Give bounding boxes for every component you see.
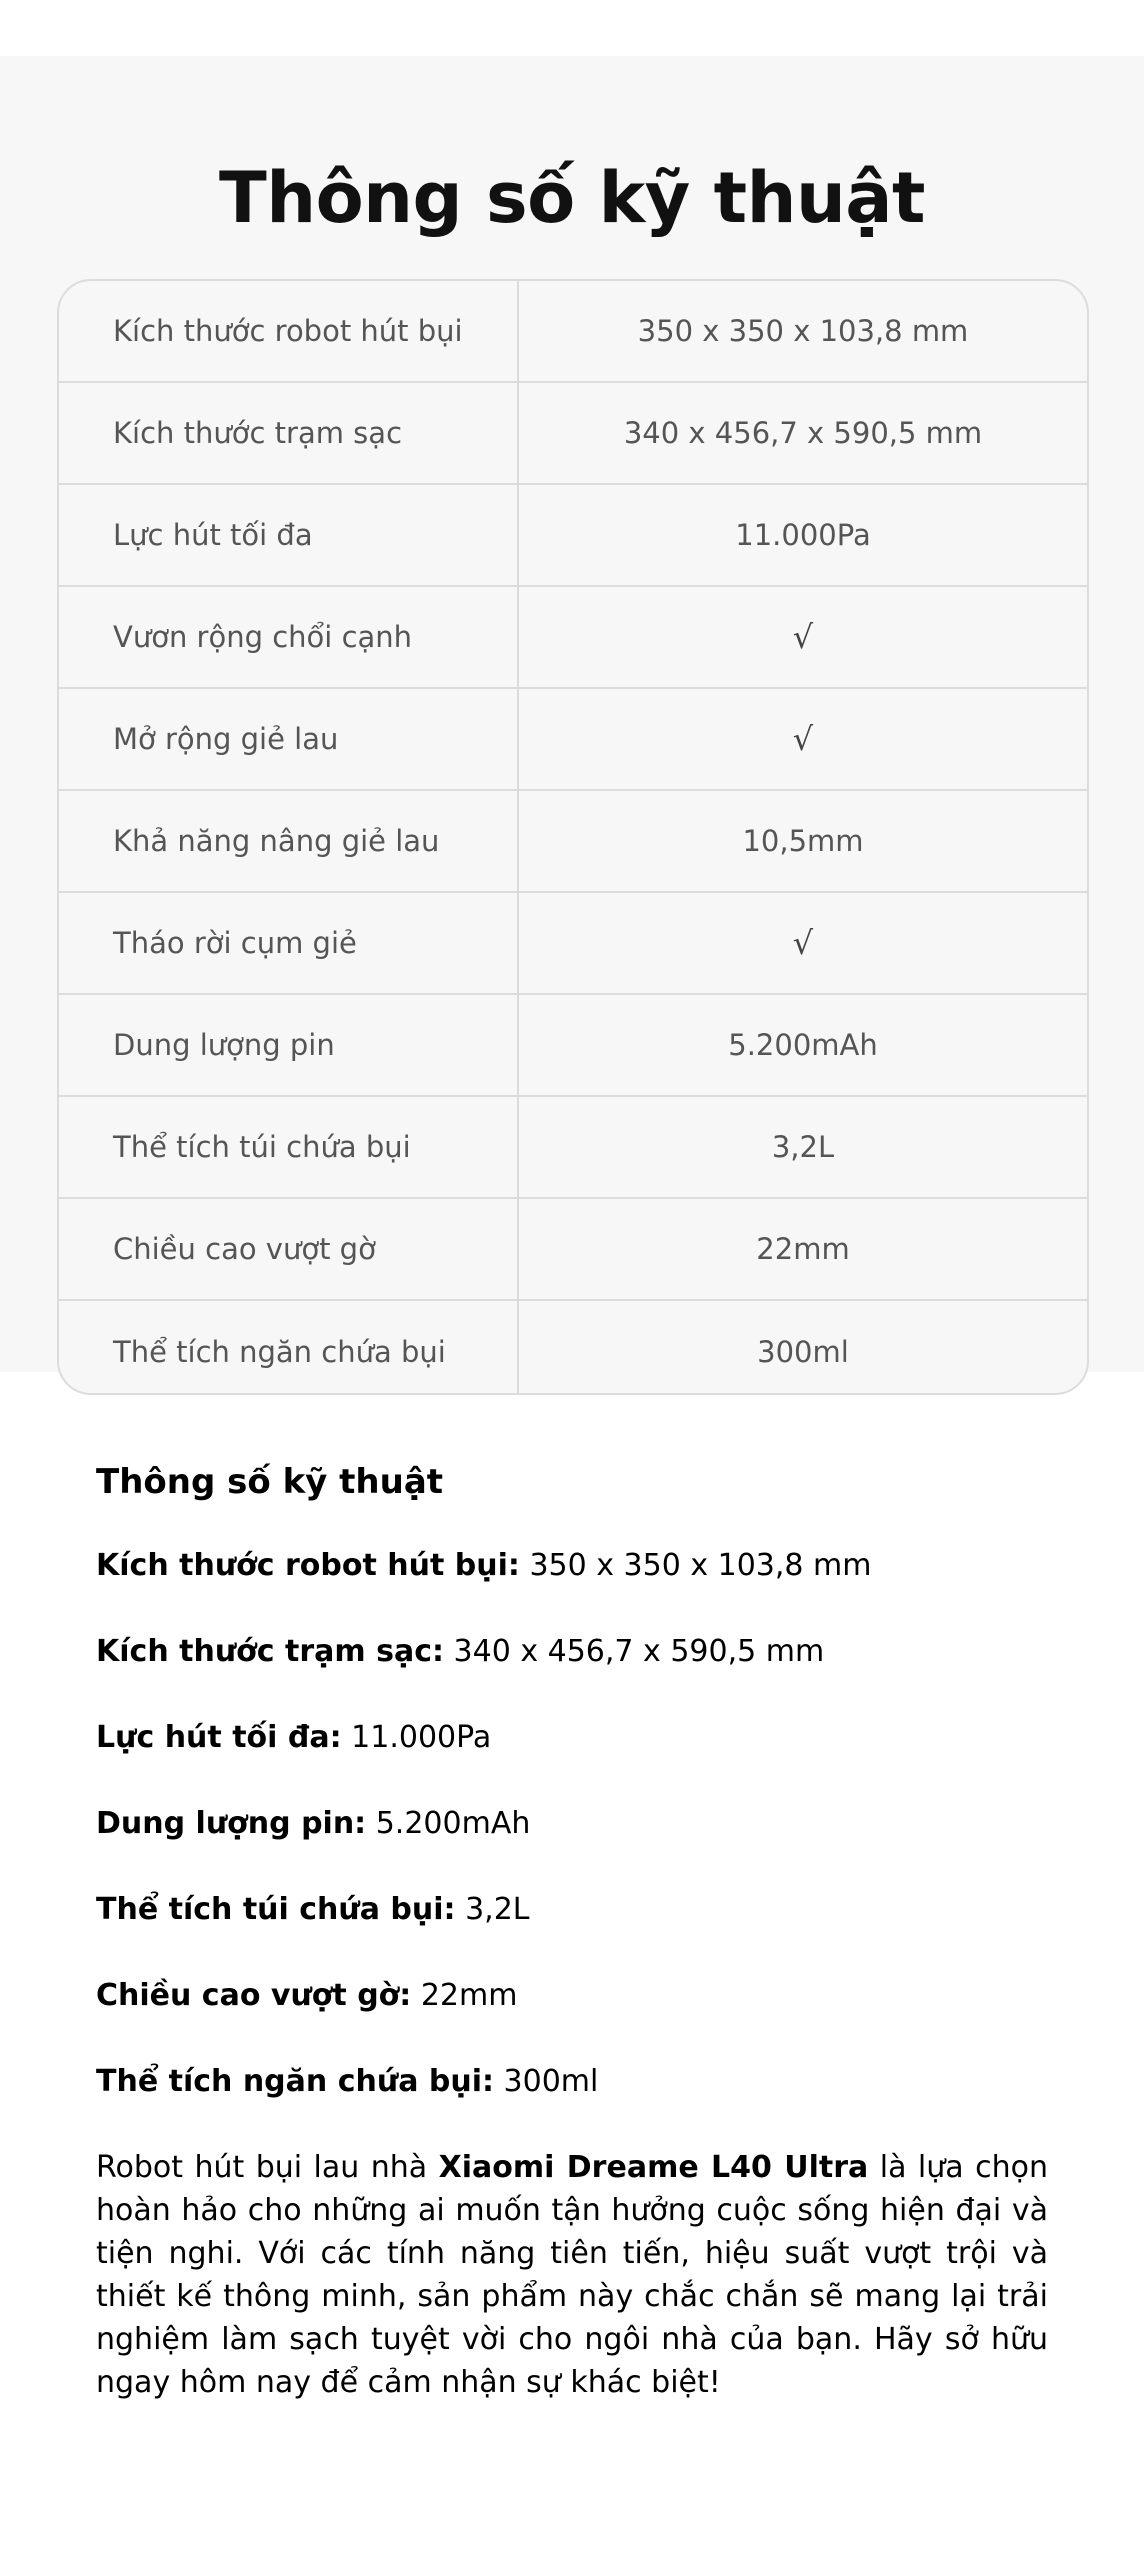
spec-row bbox=[59, 689, 1087, 791]
product-description bbox=[96, 2146, 1048, 2404]
spec-value: 350 x 350 x 103,8 mm bbox=[637, 314, 969, 348]
spec-value: 300ml bbox=[757, 1335, 849, 1369]
info-label: Thể tích ngăn chứa bụi: bbox=[96, 2064, 494, 2099]
spec-label: Kích thước trạm sạc bbox=[59, 383, 519, 483]
info-label: Thể tích túi chứa bụi: bbox=[96, 1892, 456, 1927]
info-value: 22mm bbox=[411, 1978, 518, 2013]
info-value: 340 x 456,7 x 590,5 mm bbox=[443, 1634, 825, 1669]
spec-row bbox=[59, 281, 1087, 383]
spec-row bbox=[59, 791, 1087, 893]
spec-value: 11.000Pa bbox=[735, 518, 871, 552]
description-text: Robot hút bụi lau nhà bbox=[96, 2150, 439, 2185]
info-line bbox=[96, 1974, 1048, 2018]
check-icon: √ bbox=[792, 618, 814, 656]
spec-label: Thể tích ngăn chứa bụi bbox=[59, 1301, 519, 1395]
spec-table bbox=[57, 279, 1089, 1395]
info-label: Kích thước robot hút bụi: bbox=[96, 1548, 520, 1583]
info-value: 350 x 350 x 103,8 mm bbox=[519, 1548, 872, 1583]
spec-label: Lực hút tối đa bbox=[59, 485, 519, 585]
spec-value: 3,2L bbox=[771, 1130, 835, 1164]
spec-label: Dung lượng pin bbox=[59, 995, 519, 1095]
info-label: Lực hút tối đa: bbox=[96, 1720, 342, 1755]
info-line bbox=[96, 1802, 1048, 1846]
info-value: 300ml bbox=[494, 2064, 599, 2099]
check-icon: √ bbox=[792, 924, 814, 962]
info-line bbox=[96, 1630, 1048, 1674]
info-line bbox=[96, 1716, 1048, 1760]
info-line bbox=[96, 1888, 1048, 1932]
spec-label: Vươn rộng chổi cạnh bbox=[59, 587, 519, 687]
spec-label: Mở rộng giẻ lau bbox=[59, 689, 519, 789]
spec-row bbox=[59, 1301, 1087, 1395]
spec-label: Khả năng nâng giẻ lau bbox=[59, 791, 519, 891]
info-section bbox=[96, 1460, 1048, 2404]
spec-row bbox=[59, 485, 1087, 587]
spec-label: Chiều cao vượt gờ bbox=[59, 1199, 519, 1299]
info-label: Kích thước trạm sạc: bbox=[96, 1634, 444, 1669]
spec-label: Tháo rời cụm giẻ bbox=[59, 893, 519, 993]
spec-value: 22mm bbox=[756, 1232, 850, 1266]
spec-label: Thể tích túi chứa bụi bbox=[59, 1097, 519, 1197]
check-icon: √ bbox=[792, 720, 814, 758]
spec-title: Thông số kỹ thuật bbox=[219, 157, 925, 239]
info-label: Chiều cao vượt gờ: bbox=[96, 1978, 412, 2013]
spec-row bbox=[59, 383, 1087, 485]
spec-value: 340 x 456,7 x 590,5 mm bbox=[623, 416, 983, 450]
info-value: 11.000Pa bbox=[341, 1720, 492, 1755]
spec-section bbox=[0, 56, 1144, 1372]
product-name: Xiaomi Dreame L40 Ultra bbox=[438, 2150, 869, 2185]
spec-row bbox=[59, 995, 1087, 1097]
spec-row bbox=[59, 1097, 1087, 1199]
info-label: Dung lượng pin: bbox=[96, 1806, 367, 1841]
spec-row bbox=[59, 587, 1087, 689]
description-text: là lựa chọn hoàn hảo cho những ai muốn tận hưởng cuộc sống hiện đại và tiện nghi. Với các tính năng tiên tiến, hiệu suất vượt trội và thiết kế thông minh, sản phẩm này chắc chắn sẽ mang lại trải nghiệm làm sạch tuyệt vời cho ngôi nhà của bạn. Hãy sở hữu ngay hôm nay để cảm nhận sự khác biệt! bbox=[96, 2150, 1048, 2400]
info-heading: Thông số kỹ thuật bbox=[96, 1462, 444, 1502]
info-line bbox=[96, 2060, 1048, 2104]
info-value: 5.200mAh bbox=[366, 1806, 531, 1841]
spec-row bbox=[59, 893, 1087, 995]
spec-value: 10,5mm bbox=[742, 824, 864, 858]
spec-label: Kích thước robot hút bụi bbox=[59, 281, 519, 381]
spec-row bbox=[59, 1199, 1087, 1301]
info-value: 3,2L bbox=[455, 1892, 530, 1927]
info-line bbox=[96, 1544, 1048, 1588]
spec-value: 5.200mAh bbox=[728, 1028, 878, 1062]
